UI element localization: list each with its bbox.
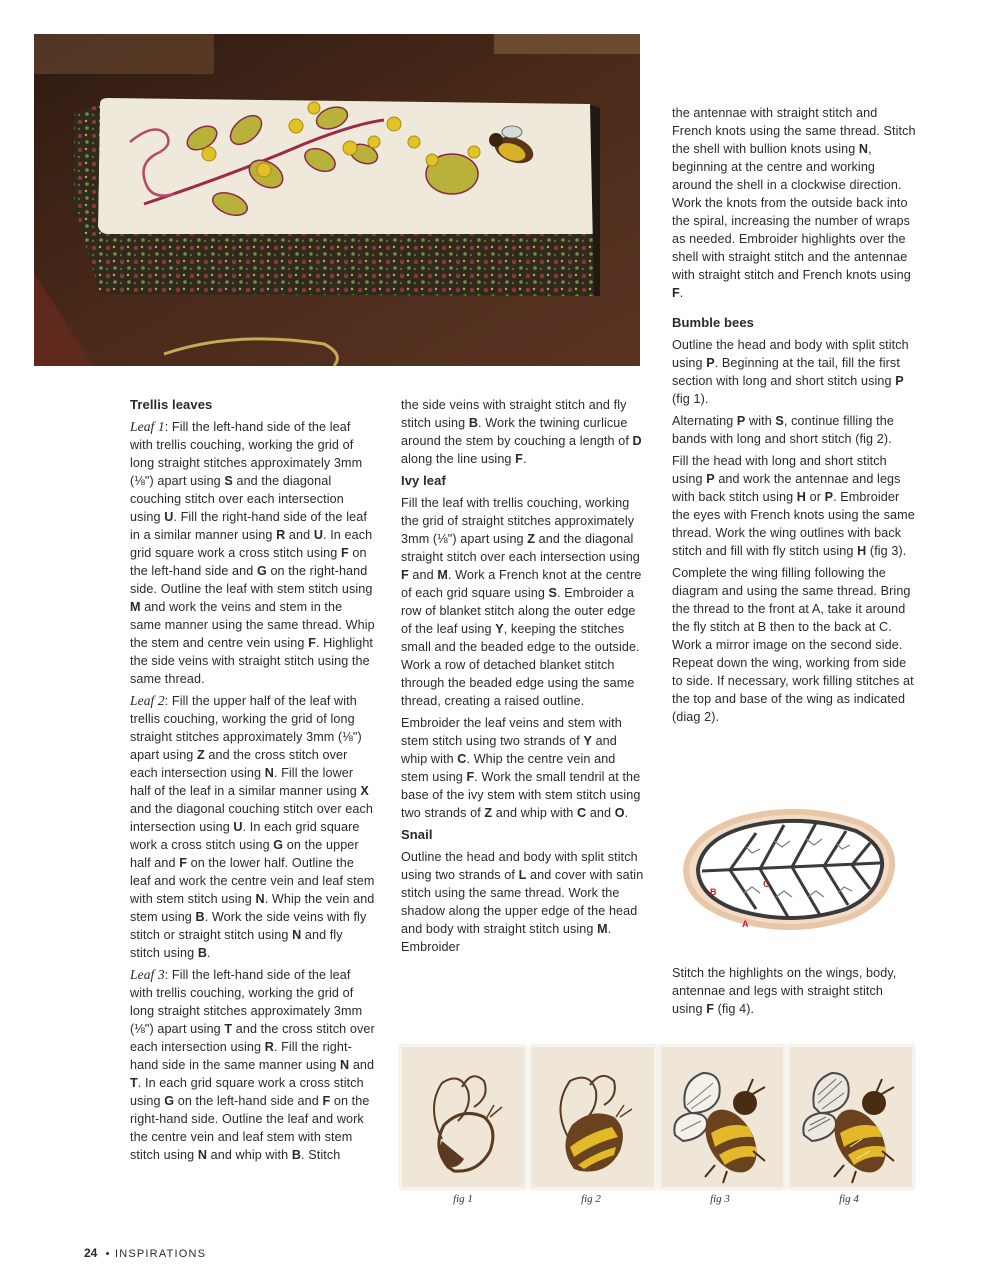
figure-4-bee-finished <box>788 1045 914 1189</box>
text-run: , continue filling the bands with long and short stitch (fig 2). <box>672 414 894 446</box>
thread-code: M <box>437 568 448 582</box>
thread-code: N <box>292 928 302 942</box>
text-run: . Fill the right-hand side in the same manner using <box>130 1040 352 1072</box>
heading-ivy-leaf: Ivy leaf <box>401 473 446 488</box>
figure-caption: fig 4 <box>839 1193 859 1205</box>
figure-2-bee-banded <box>530 1045 656 1189</box>
text-run: on the upper half and <box>130 838 359 870</box>
thread-code: G <box>273 838 284 852</box>
thread-code: H <box>857 544 867 558</box>
thread-code: G <box>164 1094 175 1108</box>
thread-code: U <box>164 510 174 524</box>
thread-code: F <box>322 1094 331 1108</box>
text-run: the antennae with straight stitch and French knots using the same thread. Stitch the shell with bullion knots using <box>672 106 916 156</box>
thread-code: N <box>264 766 274 780</box>
thread-code: N <box>340 1058 350 1072</box>
text-run: and the diagonal straight stitch over each intersection using <box>401 532 640 564</box>
text-run: . In each grid square work a cross stitch using <box>130 820 360 852</box>
diagram-label-a: A <box>742 919 749 929</box>
text-run: and the cross stitch over each intersection using <box>130 1022 375 1054</box>
leaf-label: Leaf 1 <box>130 419 165 434</box>
thread-code: P <box>706 472 715 486</box>
text-run: on the right-hand side. Outline the leaf with stem stitch using <box>130 564 373 596</box>
text-run: and cover with satin stitch using the same thread. Work the shadow along the upper edge of the head and body with straight stitch using <box>401 868 644 936</box>
thread-code: N <box>197 1148 208 1162</box>
text-column-right-bottom <box>672 964 917 1022</box>
figure-caption: fig 2 <box>581 1193 601 1205</box>
thread-code: T <box>130 1076 138 1090</box>
text-run: Alternating <box>672 414 737 428</box>
thread-code: B <box>291 1148 302 1162</box>
text-run: and <box>285 528 314 542</box>
thread-code: Z <box>197 748 205 762</box>
text-run: . Work the twining curlicue around the stem by couching a length of <box>401 416 633 448</box>
text-run: . Embroider <box>401 922 612 954</box>
text-run: . <box>679 286 684 300</box>
thread-code: F <box>179 856 188 870</box>
text-run: . Work the side veins with fly stitch or straight stitch using <box>130 910 367 942</box>
thread-code: Y <box>495 622 504 636</box>
magazine-name: INSPIRATIONS <box>114 1248 207 1260</box>
text-run: (fig 4). <box>714 1002 755 1016</box>
text-run: and the diagonal couching stitch over each intersection using <box>130 474 344 524</box>
thread-code: S <box>775 414 784 428</box>
heading-snail: Snail <box>401 827 433 842</box>
text-run: and work the antennae and legs with back stitch using <box>672 472 901 504</box>
paragraph-bees-5 <box>672 964 917 1018</box>
paragraph-bees-4 <box>672 564 917 726</box>
heading-trellis-leaves: Trellis leaves <box>130 397 213 412</box>
text-run: or <box>806 490 825 504</box>
thread-code: L <box>518 868 527 882</box>
leaf-label: Leaf 3 <box>130 967 165 982</box>
diagram-label-b: B <box>710 887 717 897</box>
thread-code: Z <box>484 806 493 820</box>
text-run: with <box>745 414 776 428</box>
thread-code: O <box>614 806 625 820</box>
thread-code: N <box>858 142 869 156</box>
text-run: Fill the head with long and short stitch using <box>672 454 887 486</box>
text-run: Embroider the leaf veins and stem with stem stitch using two strands of <box>401 716 622 748</box>
thread-code: Y <box>583 734 592 748</box>
thread-code: C <box>577 806 587 820</box>
thread-code: F <box>672 286 680 300</box>
thread-code: M <box>597 922 608 936</box>
paragraph-leaf-2 <box>130 692 375 962</box>
text-run: Stitch the highlights on the wings, body, antennae and legs with straight stitch using <box>672 966 897 1016</box>
text-run: : Fill the left-hand side of the leaf with trellis couching, working the grid of long straight stitches approximately 3mm (⅛") apart using <box>130 968 363 1036</box>
text-run: and <box>349 1058 375 1072</box>
thread-code: S <box>548 586 558 600</box>
text-column-left <box>130 396 375 1168</box>
text-column-middle <box>401 396 646 960</box>
thread-code: C <box>457 752 467 766</box>
hero-photo-embroidered-box <box>34 34 640 366</box>
thread-code: N <box>255 892 265 906</box>
thread-code: P <box>736 414 746 428</box>
text-run: and the cross stitch over each intersection using <box>130 748 348 780</box>
paragraph-ivy-2 <box>401 714 646 822</box>
text-run: . Fill the right-hand side of the leaf in a similar manner using <box>130 510 367 542</box>
text-run: . Stitch <box>301 1148 341 1162</box>
heading-bumble-bees: Bumble bees <box>672 315 755 330</box>
text-run: and work the veins and stem in the same manner using the same thread. Whip the stem and centre vein using <box>130 600 375 650</box>
thread-code: R <box>276 528 286 542</box>
text-run: Outline the head and body with split stitch using two strands of <box>401 850 638 882</box>
thread-code: X <box>360 784 369 798</box>
paragraph-leaf-3-continued <box>401 396 646 468</box>
thread-code: Z <box>527 532 536 546</box>
thread-code: S <box>224 474 233 488</box>
text-run: on the left-hand side and <box>130 546 367 578</box>
paragraph-leaf-1 <box>130 418 375 688</box>
thread-code: U <box>233 820 243 834</box>
text-run: . Whip the vein and stem using <box>130 892 375 924</box>
text-run: . Embroider the eyes with French knots using the same thread. Work the wing outlines with back stitch and fill with fly stitch using <box>672 490 915 558</box>
text-run: on the left-hand side and <box>174 1094 323 1108</box>
thread-code: H <box>796 490 806 504</box>
text-run: : Fill the left-hand side of the leaf with trellis couching, working the grid of long straight stitches approximately 3mm (⅛") apart using <box>130 420 363 488</box>
text-run: . Beginning at the tail, fill the first section with long and short stitch using <box>672 356 900 388</box>
text-run: . Fill the lower half of the leaf in a similar manner using <box>130 766 361 798</box>
thread-code: F <box>340 546 349 560</box>
thread-code: F <box>308 636 316 650</box>
figure-caption: fig 1 <box>453 1193 473 1205</box>
paragraph-bees-3 <box>672 452 917 560</box>
text-run: and whip with <box>492 806 578 820</box>
text-run: , keeping the stitches small and the beaded edge to the outside. Work a row of detached blanket stitch through the beaded edge using the same thread, creating a raised outline. <box>401 622 640 708</box>
thread-code: P <box>824 490 834 504</box>
figure-1-bee-outline <box>400 1045 526 1189</box>
page-number: 24 <box>84 1246 98 1260</box>
thread-code: T <box>224 1022 233 1036</box>
text-run: . Highlight the side veins with straight stitch using the same thread. <box>130 636 374 686</box>
wing-filling-diagram <box>680 805 900 935</box>
thread-code: M <box>130 600 141 614</box>
thread-code: P <box>706 356 715 370</box>
thread-code: U <box>313 528 324 542</box>
text-run: , beginning at the centre and working around the shell in a clockwise direction. Work the knots from the outside back into the spiral, increasing the number of wraps as needed. Embroider highlights over the shell with straight stitch and the antennae with straight stitch and French knots using <box>672 142 911 282</box>
page-footer <box>84 1246 206 1260</box>
paragraph-leaf-3 <box>130 966 375 1164</box>
thread-code: F <box>706 1002 715 1016</box>
text-run: the side veins with straight stitch and fly stitch using <box>401 398 627 430</box>
text-run: and fly stitch using <box>130 928 343 960</box>
diagram-label-c: C <box>763 879 770 889</box>
text-run: and <box>586 806 615 820</box>
text-run: . Work a French knot at the centre of each grid square using <box>401 568 642 600</box>
paragraph-bees-2 <box>672 412 917 448</box>
thread-code: B <box>197 946 208 960</box>
text-run: and <box>408 568 438 582</box>
thread-code: R <box>264 1040 274 1054</box>
text-run: (fig 3). <box>866 544 907 558</box>
text-run: . Embroider a row of blanket stitch along the outer edge of the leaf using <box>401 586 636 636</box>
figure-3-bee-wings-outlined <box>659 1045 785 1189</box>
text-run: Outline the head and body with split stitch using <box>672 338 909 370</box>
text-run: and whip with <box>207 1148 292 1162</box>
paragraph-snail-continued <box>672 104 917 302</box>
text-run: . <box>207 946 211 960</box>
text-column-right <box>672 104 917 730</box>
text-run: . Whip the centre vein and stem using <box>401 752 616 784</box>
thread-code: G <box>256 564 267 578</box>
text-run: (fig 1). <box>672 392 709 406</box>
bee-stitch-figures <box>400 1045 914 1210</box>
paragraph-bees-1 <box>672 336 917 408</box>
text-run: on the lower half. Outline the leaf and work the centre vein and leaf stem with stem stitch using <box>130 856 375 906</box>
paragraph-ivy-1 <box>401 494 646 710</box>
leaf-label: Leaf 2 <box>130 693 165 708</box>
figure-caption: fig 3 <box>710 1193 730 1205</box>
text-run: : Fill the upper half of the leaf with trellis couching, working the grid of long straight stitches approximately 3mm (⅛") apart using <box>130 694 362 762</box>
text-run: along the line using <box>401 452 516 466</box>
text-run: . <box>624 806 629 820</box>
thread-code: B <box>468 416 479 430</box>
thread-code: F <box>515 452 523 466</box>
text-run: . <box>522 452 527 466</box>
text-run: on the right-hand side. Outline the leaf and work the centre vein and leaf stem with stem stitch using <box>130 1094 370 1162</box>
paragraph-snail <box>401 848 646 956</box>
text-run: . In each grid square work a cross stitch using <box>130 1076 364 1108</box>
thread-code: F <box>401 568 409 582</box>
thread-code: D <box>632 434 642 448</box>
text-run: and the diagonal couching stitch over each intersection using <box>130 802 373 834</box>
text-run: . In each grid square work a cross stitch using <box>130 528 373 560</box>
footer-separator: • <box>105 1248 111 1260</box>
text-run: and whip with <box>401 734 617 766</box>
text-run: Complete the wing filling following the diagram and using the same thread. Bring the thread to the front at A, take it around the fly stitch at B then to the back at C. Work a mirror image on the second side. Repeat down the wing, working from side to side. If necessary, work filling stitches at the top and base of the wing as indicated (diag 2). <box>672 566 914 724</box>
thread-code: B <box>195 910 205 924</box>
text-run: . Work the small tendril at the base of the ivy stem with stem stitch using two strands of <box>401 770 641 820</box>
thread-code: F <box>466 770 475 784</box>
text-run: Fill the leaf with trellis couching, working the grid of straight stitches approximately 3mm (⅛") apart using <box>401 496 635 546</box>
thread-code: P <box>895 374 904 388</box>
